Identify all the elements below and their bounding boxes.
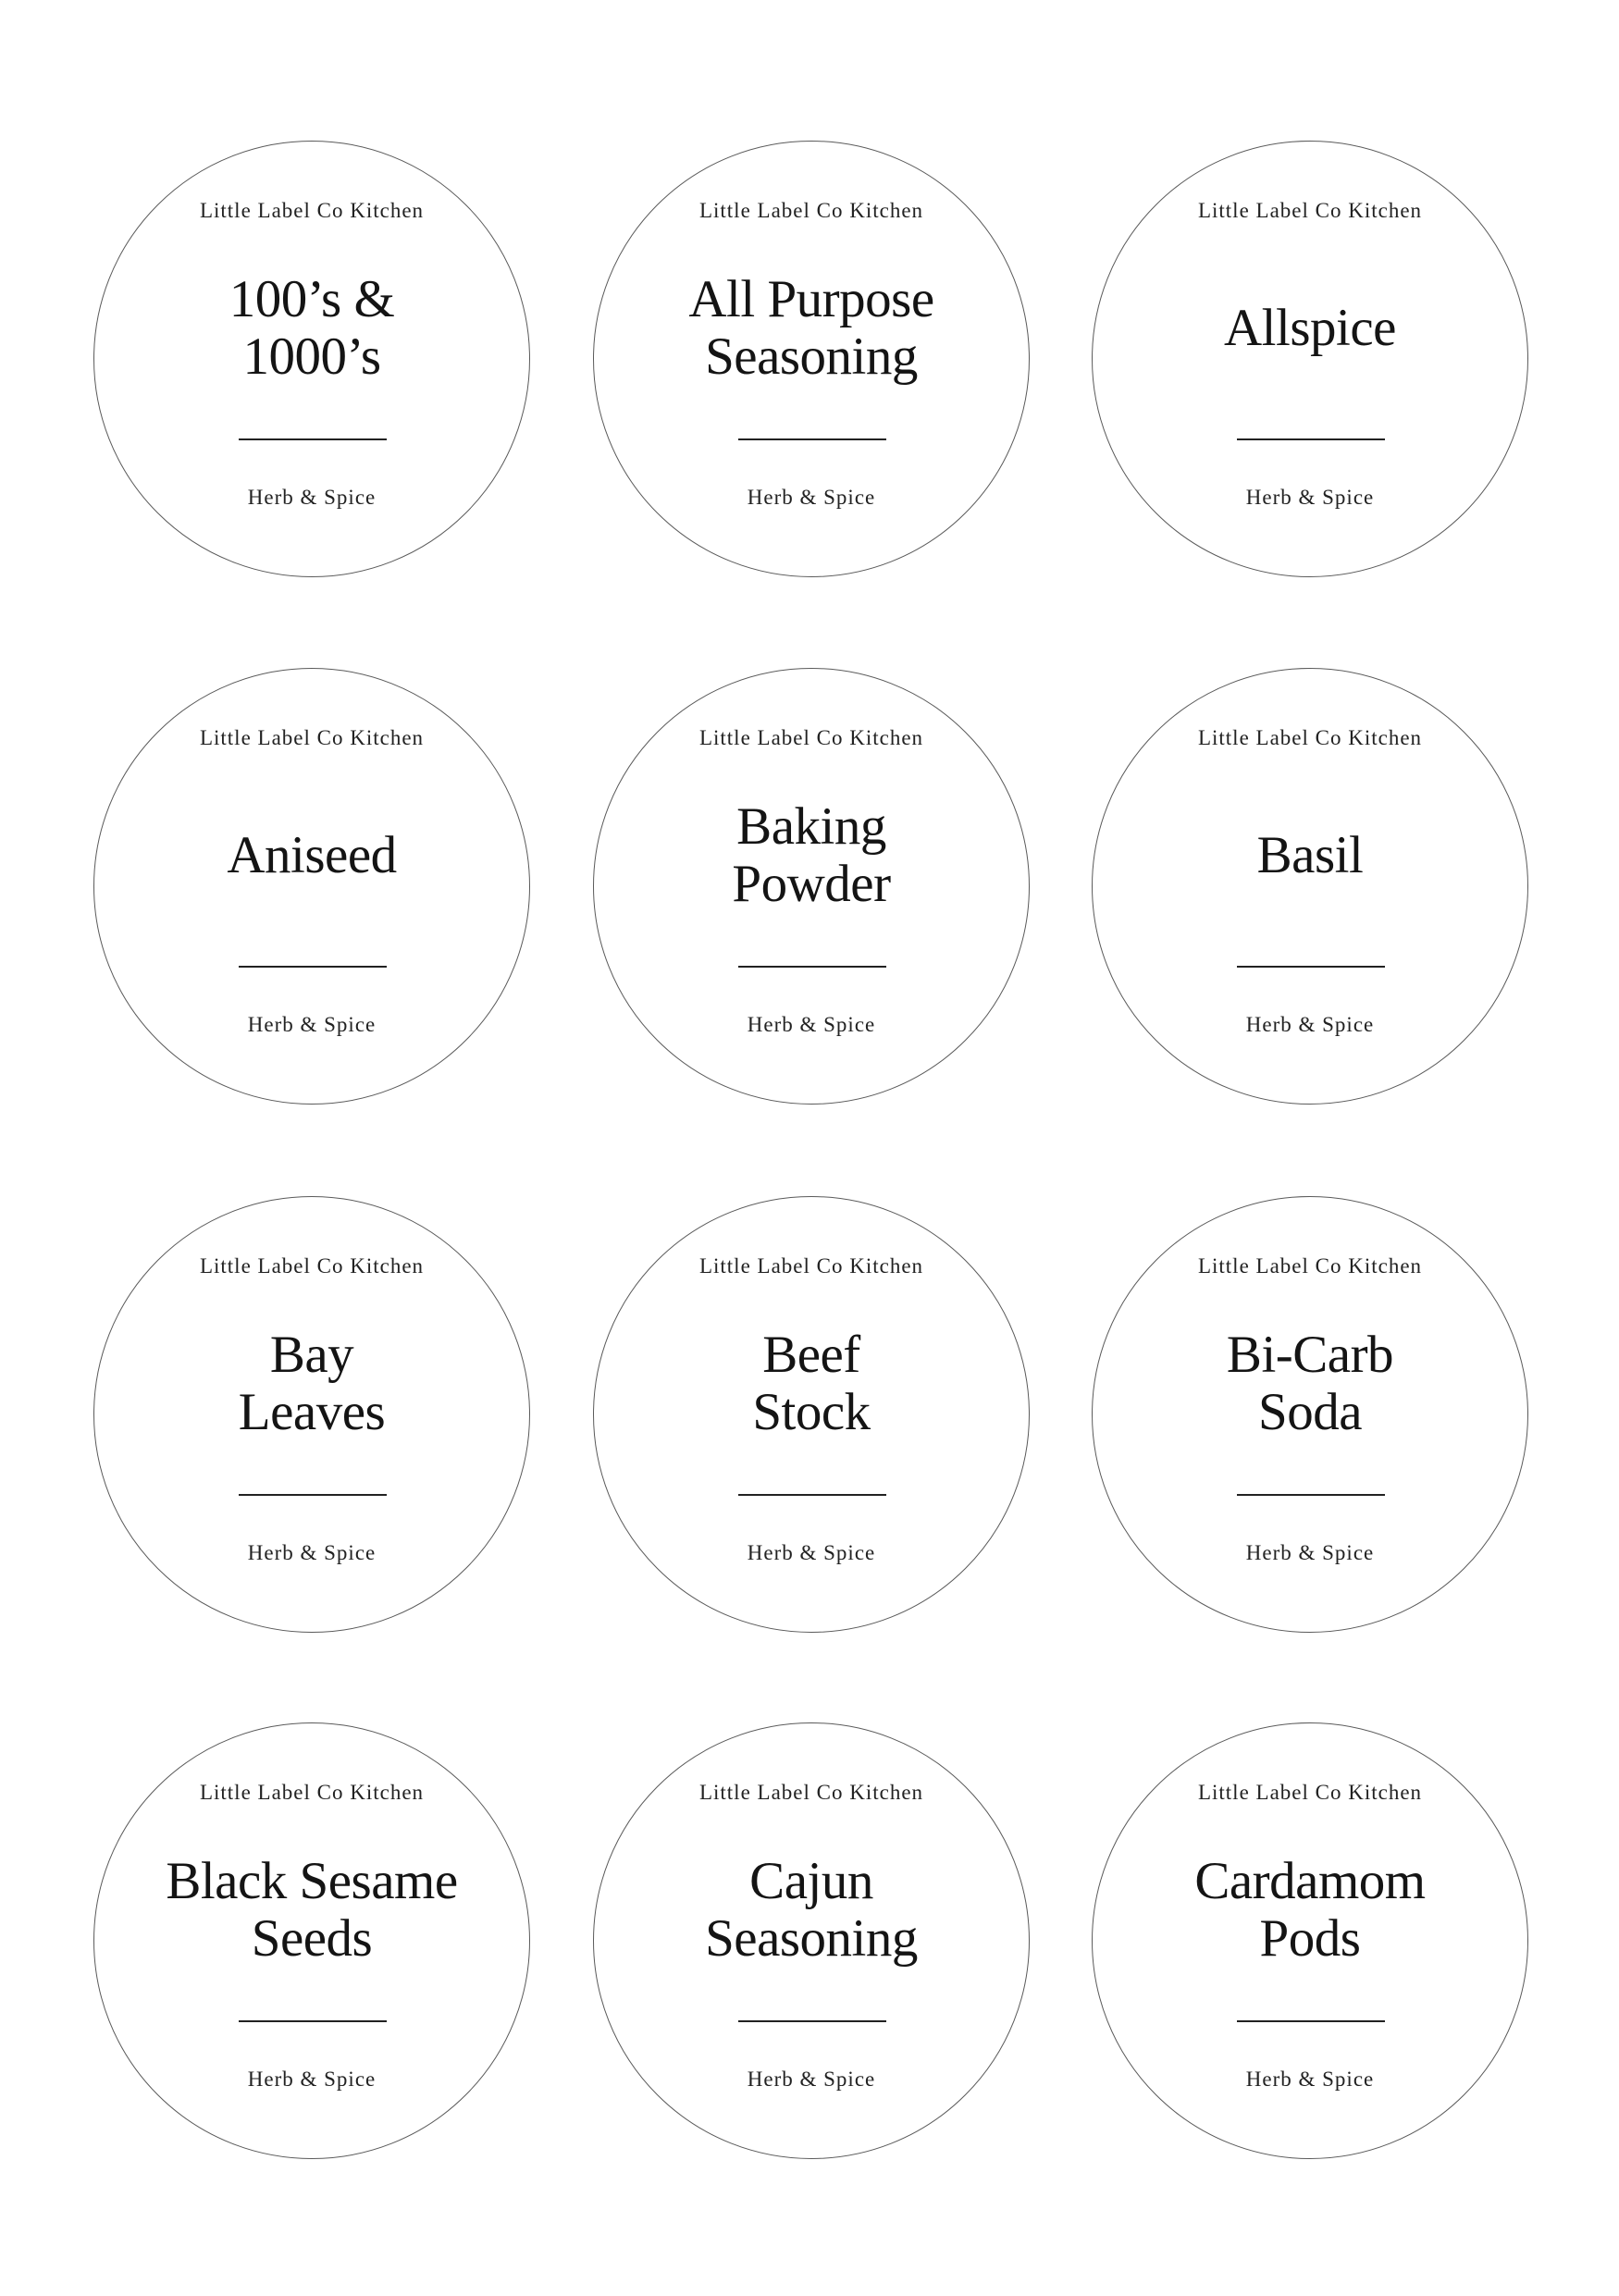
divider-rule bbox=[738, 2020, 886, 2022]
spice-label bbox=[1092, 141, 1528, 577]
spice-name bbox=[94, 1297, 529, 1471]
spice-name bbox=[94, 241, 529, 415]
spice-name-line: Seasoning bbox=[705, 1909, 918, 1968]
spice-name bbox=[594, 1297, 1029, 1471]
spice-name-line: Black Sesame bbox=[166, 1852, 458, 1910]
brand-name: Little Label Co Kitchen bbox=[1197, 1254, 1423, 1278]
spice-label bbox=[1092, 1196, 1528, 1633]
spice-name bbox=[1093, 1823, 1527, 1997]
spice-label bbox=[593, 141, 1030, 577]
spice-name-line: Bi-Carb bbox=[1226, 1326, 1394, 1384]
category-label: Herb & Spice bbox=[1245, 2068, 1375, 2091]
category-label: Herb & Spice bbox=[247, 486, 377, 509]
category-label: Herb & Spice bbox=[1245, 486, 1375, 509]
divider-rule bbox=[1237, 2020, 1385, 2022]
spice-name bbox=[1093, 1297, 1527, 1471]
spice-label bbox=[1092, 668, 1528, 1105]
divider-rule bbox=[1237, 438, 1385, 440]
spice-name bbox=[94, 769, 529, 943]
spice-name-line: Powder bbox=[732, 855, 891, 913]
spice-name-line: Leaves bbox=[238, 1383, 386, 1441]
spice-label bbox=[93, 141, 530, 577]
category-label: Herb & Spice bbox=[247, 1013, 377, 1036]
brand-name: Little Label Co Kitchen bbox=[199, 199, 425, 222]
spice-name-line: Stock bbox=[752, 1383, 871, 1441]
spice-name bbox=[594, 1823, 1029, 1997]
brand-name: Little Label Co Kitchen bbox=[1197, 726, 1423, 749]
divider-rule bbox=[1237, 966, 1385, 968]
spice-name-line: Seeds bbox=[251, 1909, 373, 1968]
brand-name: Little Label Co Kitchen bbox=[199, 726, 425, 749]
spice-name bbox=[594, 241, 1029, 415]
spice-name-line: Beef bbox=[762, 1326, 860, 1384]
category-label: Herb & Spice bbox=[747, 1013, 876, 1036]
category-label: Herb & Spice bbox=[747, 1541, 876, 1564]
spice-name-line: Aniseed bbox=[227, 826, 397, 884]
divider-rule bbox=[1237, 1494, 1385, 1496]
spice-name-line: 1000’s bbox=[242, 327, 381, 386]
brand-name: Little Label Co Kitchen bbox=[698, 199, 924, 222]
spice-name bbox=[1093, 241, 1527, 415]
divider-rule bbox=[239, 438, 387, 440]
spice-name-line: Pods bbox=[1259, 1909, 1361, 1968]
spice-label bbox=[93, 1196, 530, 1633]
divider-rule bbox=[738, 1494, 886, 1496]
category-label: Herb & Spice bbox=[247, 1541, 377, 1564]
spice-name-line: 100’s & bbox=[229, 270, 395, 328]
spice-name-line: Allspice bbox=[1224, 299, 1396, 357]
spice-name-line: Bay bbox=[269, 1326, 354, 1384]
spice-label bbox=[93, 668, 530, 1105]
spice-label bbox=[593, 1196, 1030, 1633]
category-label: Herb & Spice bbox=[247, 2068, 377, 2091]
divider-rule bbox=[239, 966, 387, 968]
brand-name: Little Label Co Kitchen bbox=[199, 1781, 425, 1804]
spice-name-line: Baking bbox=[736, 797, 886, 856]
brand-name: Little Label Co Kitchen bbox=[698, 1781, 924, 1804]
spice-label bbox=[93, 1722, 530, 2159]
brand-name: Little Label Co Kitchen bbox=[1197, 199, 1423, 222]
spice-name bbox=[594, 769, 1029, 943]
spice-name-line: Cardamom bbox=[1194, 1852, 1426, 1910]
spice-name-line: Basil bbox=[1256, 826, 1364, 884]
spice-label bbox=[1092, 1722, 1528, 2159]
spice-name-line: All Purpose bbox=[688, 270, 934, 328]
brand-name: Little Label Co Kitchen bbox=[698, 1254, 924, 1278]
spice-name bbox=[94, 1823, 529, 1997]
spice-name bbox=[1093, 769, 1527, 943]
divider-rule bbox=[738, 966, 886, 968]
spice-label bbox=[593, 1722, 1030, 2159]
divider-rule bbox=[738, 438, 886, 440]
category-label: Herb & Spice bbox=[1245, 1013, 1375, 1036]
divider-rule bbox=[239, 1494, 387, 1496]
spice-name-line: Cajun bbox=[749, 1852, 873, 1910]
category-label: Herb & Spice bbox=[1245, 1541, 1375, 1564]
spice-name-line: Soda bbox=[1258, 1383, 1362, 1441]
brand-name: Little Label Co Kitchen bbox=[199, 1254, 425, 1278]
brand-name: Little Label Co Kitchen bbox=[698, 726, 924, 749]
category-label: Herb & Spice bbox=[747, 486, 876, 509]
category-label: Herb & Spice bbox=[747, 2068, 876, 2091]
spice-name-line: Seasoning bbox=[705, 327, 918, 386]
spice-label bbox=[593, 668, 1030, 1105]
brand-name: Little Label Co Kitchen bbox=[1197, 1781, 1423, 1804]
divider-rule bbox=[239, 2020, 387, 2022]
